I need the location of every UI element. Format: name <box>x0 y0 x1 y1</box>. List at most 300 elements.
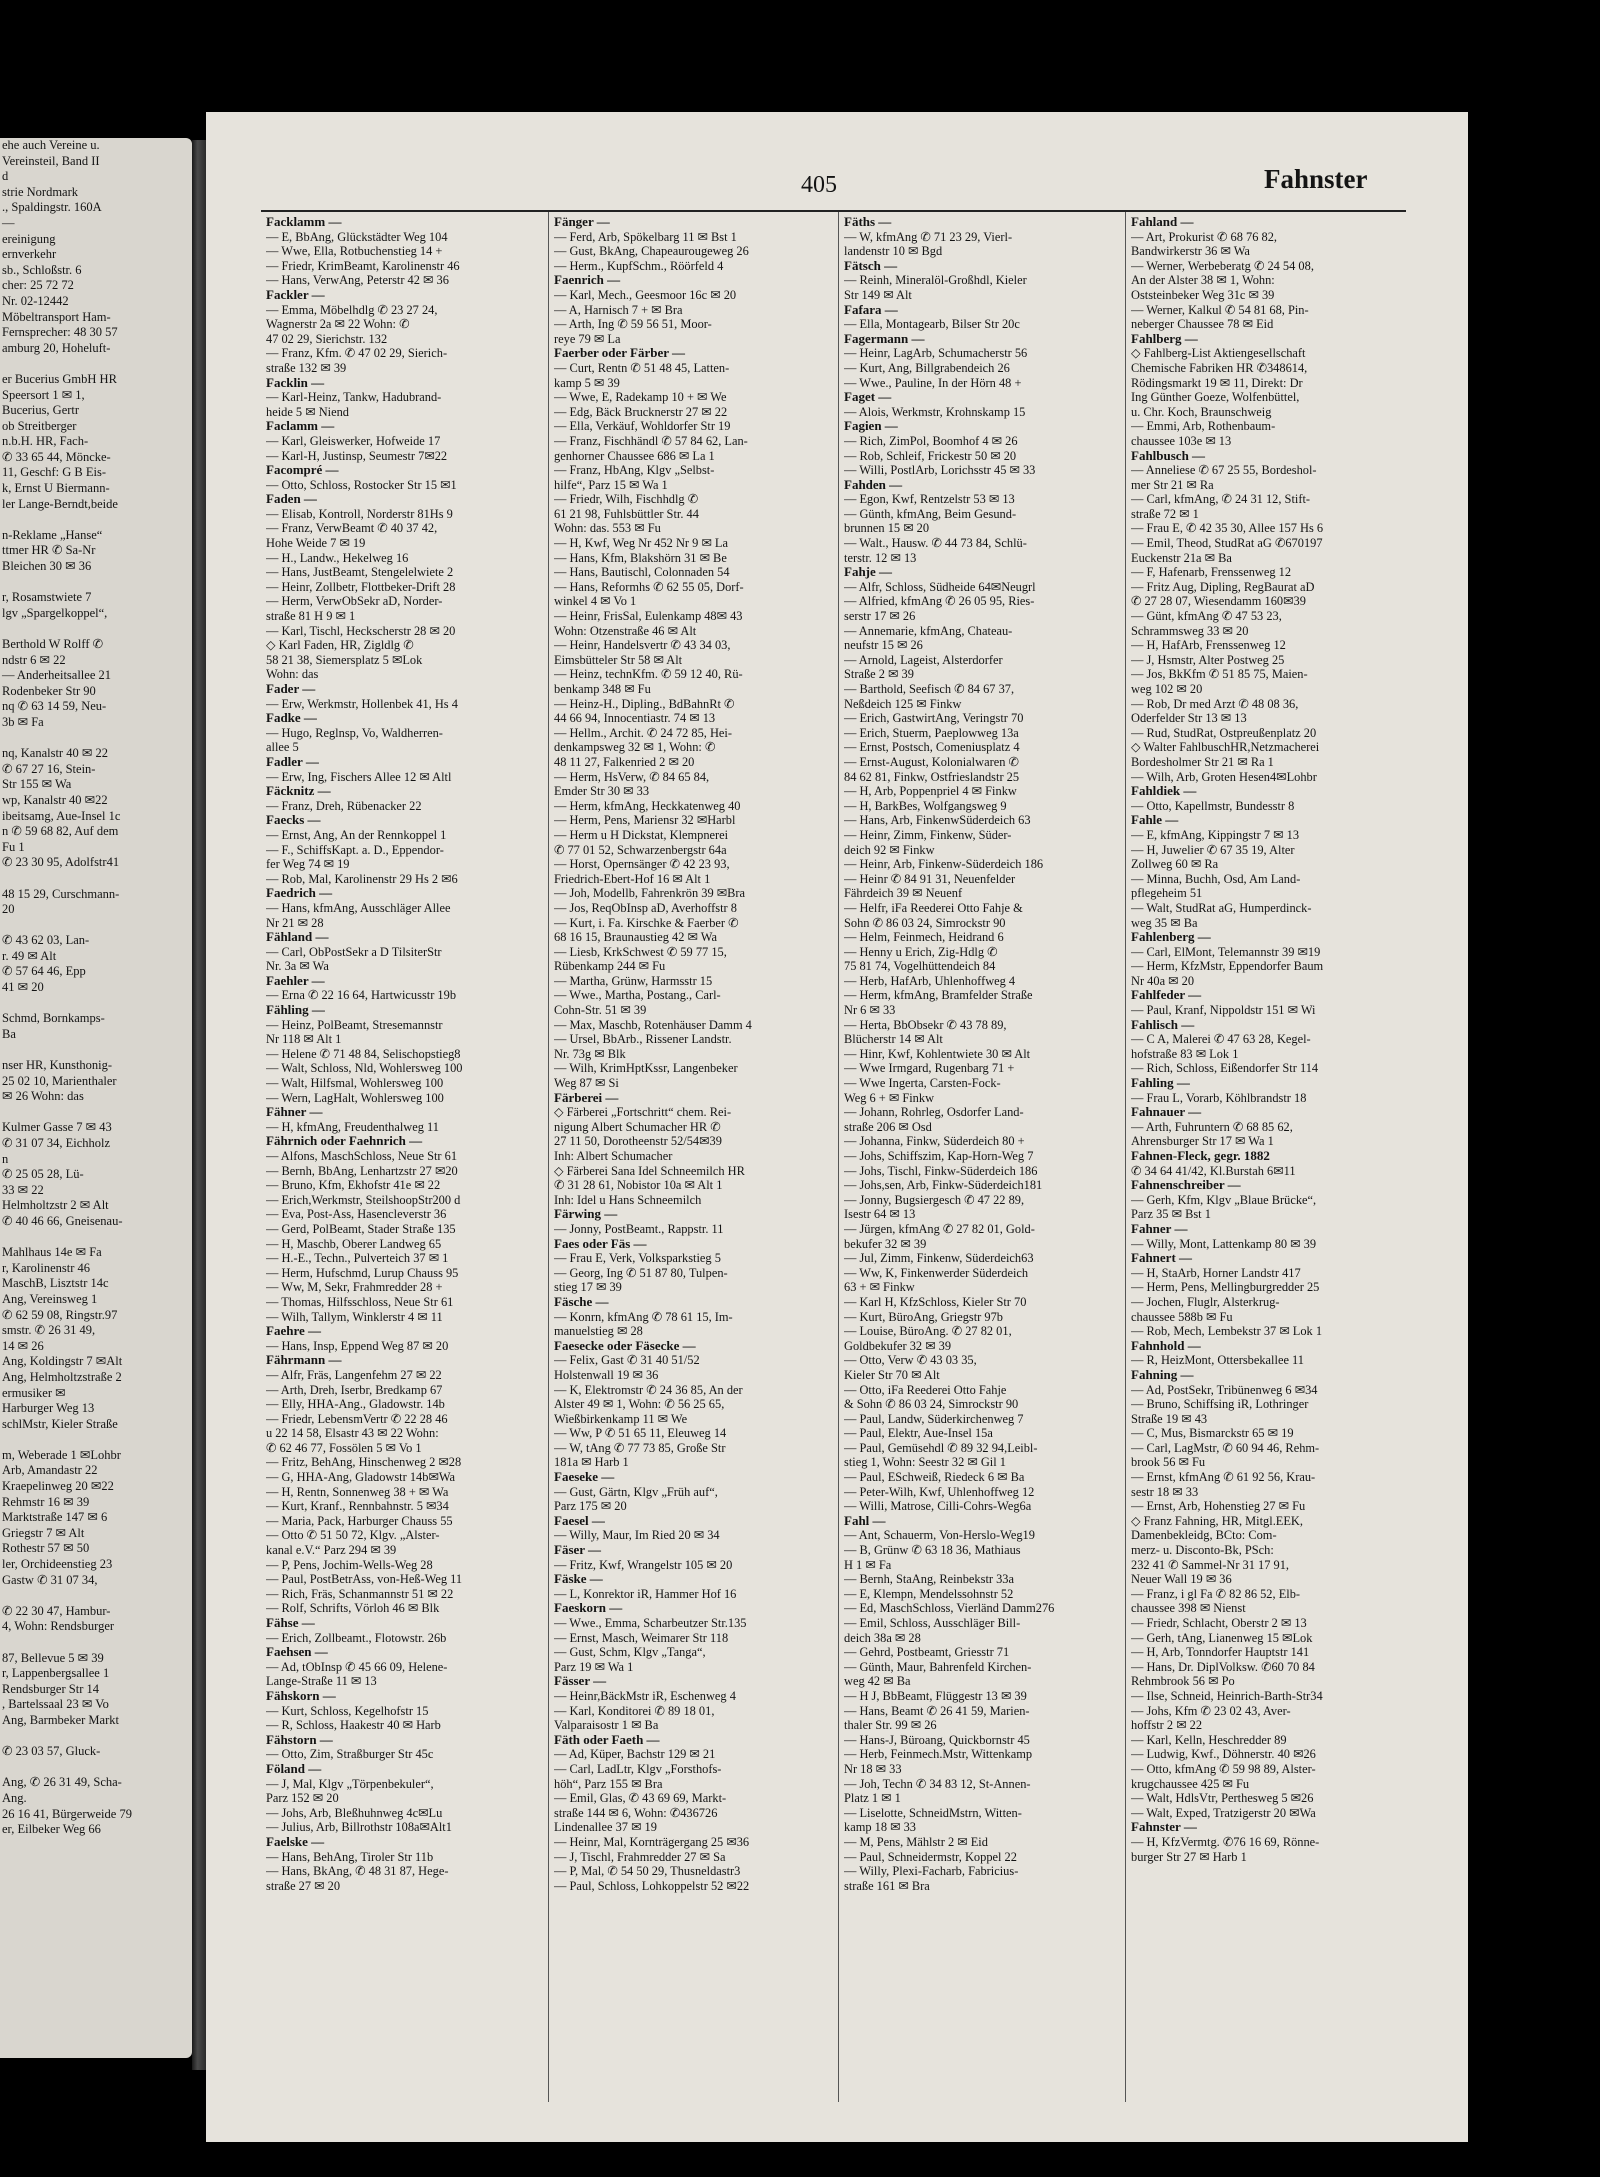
directory-entry-line: Rehmbrook 56 ✉ Po <box>1131 1674 1235 1689</box>
left-page-line: ✆ 67 27 16, Stein- <box>2 761 96 776</box>
directory-entry-line: kanal e.V.“ Parz 294 ✉ 39 <box>266 1543 397 1558</box>
directory-entry-line: Fäske — <box>554 1571 603 1587</box>
directory-entry-line: — J, Hsmstr, Alter Postweg 25 <box>1131 652 1285 667</box>
directory-entry-line: — Hans, BehAng, Tiroler Str 11b <box>266 1849 434 1864</box>
directory-entry-line: — P, Mal, ✆ 54 50 29, Thusneldastr3 <box>554 1864 741 1879</box>
directory-entry-line: 47 02 29, Sierichstr. 132 <box>266 331 388 346</box>
left-page-line: nq ✆ 63 14 59, Neu- <box>2 699 107 714</box>
directory-entry-line: Fahnert — <box>1131 1250 1193 1266</box>
directory-entry-line: Fahden — <box>844 476 903 492</box>
directory-entry-line: Nr. 73g ✉ Blk <box>554 1046 626 1061</box>
directory-entry-line: — J, Tischl, Frahmredder 27 ✉ Sa <box>554 1849 726 1864</box>
directory-entry-line: — Rob, Dr med Arzt ✆ 48 08 36, <box>1131 696 1299 711</box>
directory-entry-line: Fäths — <box>844 215 892 229</box>
page-heading: Fahnster <box>1264 164 1368 194</box>
left-page-line: Arb, Amandastr 22 <box>2 1463 98 1478</box>
directory-entry-line: Fahlisch — <box>1131 1016 1195 1032</box>
directory-entry-line: brunnen 15 ✉ 20 <box>844 521 930 536</box>
directory-entry-line: — Paul, PostBetrAss, von-Heß-Weg 11 <box>266 1572 463 1587</box>
directory-page <box>206 112 1468 2142</box>
directory-entry-line: — Herm, VerwObSekr aD, Norder- <box>266 594 443 609</box>
directory-entry-line: — Erna ✆ 22 16 64, Hartwicusstr 19b <box>266 988 457 1003</box>
left-page-line: cher: 25 72 72 <box>2 278 74 293</box>
directory-entry-line: Bordesholmer Str 21 ✉ Ra 1 <box>1131 754 1274 769</box>
directory-entry-line: Fänger — <box>554 215 610 229</box>
left-page-line: 87, Bellevue 5 ✉ 39 <box>2 1650 104 1665</box>
directory-entry-line: — Wwe., Martha, Postang., Carl- <box>554 988 721 1003</box>
directory-entry-line: Fahling — <box>1131 1075 1190 1091</box>
directory-entry-line: — Carl, ObPostSekr a D TilsiterStr <box>266 944 442 959</box>
directory-entry-line: — Anneliese ✆ 67 25 55, Bordeshol- <box>1131 463 1317 478</box>
left-page-line: ernverkehr <box>2 247 57 262</box>
directory-entry-line: Kieler Str 70 ✉ Alt <box>844 1367 940 1382</box>
left-page-line: Harburger Weg 13 <box>2 1401 95 1416</box>
directory-entry-line: — Georg, Ing ✆ 51 87 80, Tulpen- <box>554 1265 728 1280</box>
directory-entry-line: Fähskorn — <box>266 1687 336 1703</box>
left-page-line: Kraepelinweg 20 ✉22 <box>2 1479 114 1494</box>
left-page-line: r, Rosamstwiete 7 <box>2 590 92 605</box>
directory-entry-line: Nr 18 ✉ 33 <box>844 1761 902 1776</box>
left-page-line: Marktstraße 147 ✉ 6 <box>2 1510 108 1525</box>
directory-entry-line: Faerber oder Färber — <box>554 345 686 361</box>
directory-entry-line: — Carl, ElMont, Telemannstr 39 ✉19 <box>1131 944 1321 959</box>
directory-entry-line: — Kurt, BüroAng, Griegstr 97b <box>844 1309 1003 1324</box>
left-page-line: 33 ✉ 22 <box>2 1182 44 1197</box>
directory-entry-line: Fäser — <box>554 1542 602 1558</box>
directory-entry-line: Faclamm — <box>266 418 335 434</box>
left-page-line: Kulmer Gasse 7 ✉ 43 <box>2 1120 112 1135</box>
directory-entry-line: — Johann, Rohrleg, Osdorfer Land- <box>844 1105 1024 1120</box>
directory-entry-line: chaussee 398 ✉ Nienst <box>1131 1601 1246 1616</box>
directory-entry-line: — H.-E., Techn., Pulverteich 37 ✉ 1 <box>266 1251 449 1266</box>
directory-entry-line: straße 72 ✉ 1 <box>1131 506 1199 521</box>
directory-entry-line: ◇ Walter FahlbuschHR,Netzmacherei <box>1131 740 1320 755</box>
left-page-line: nser HR, Kunsthonig- <box>2 1058 113 1073</box>
left-page-line: strie Nordmark <box>2 184 79 199</box>
directory-entry-line: Euckenstr 21a ✉ Ba <box>1131 550 1232 565</box>
directory-entry-line: Facklamm — <box>266 215 342 229</box>
left-page-line: Ang, Helmholtzstraße 2 <box>2 1369 122 1384</box>
left-page-line: Möbeltransport Ham- <box>2 309 111 324</box>
directory-entry-line: Zollweg 60 ✉ Ra <box>1131 857 1219 872</box>
directory-entry-line: Parz 152 ✉ 20 <box>266 1791 339 1806</box>
directory-entry-line: — Heinr, LagArb, Schumacherstr 56 <box>844 346 1028 361</box>
directory-entry-line: Wagnerstr 2a ✉ 22 Wohn: ✆ <box>266 317 410 332</box>
directory-entry-line: Nr 6 ✉ 33 <box>844 1003 896 1018</box>
directory-entry-line: Neßdeich 125 ✉ Finkw <box>844 696 962 711</box>
left-page-line: ., Spaldingstr. 160A <box>2 200 102 215</box>
page-number: 405 <box>801 172 837 198</box>
directory-entry-line: — Wwe, E, Radekamp 10 + ✉ We <box>554 390 727 405</box>
directory-entry-line: straße 144 ✉ 6, Wohn: ✆436726 <box>554 1805 718 1820</box>
directory-entry-line: — Heinz-H., Dipling., BdBahnRt ✆ <box>554 696 735 711</box>
directory-entry-line: ◇ Färberei Sana Idel Schneemilch HR <box>554 1163 745 1178</box>
left-page-line: Ang, Koldingstr 7 ✉Alt <box>2 1354 123 1369</box>
left-page-line: ttmer HR ✆ Sa-Nr <box>2 543 96 558</box>
left-page-line: Fernsprecher: 48 30 57 <box>2 325 118 340</box>
directory-entry-line: — H, Arb, Tonndorfer Hauptstr 141 <box>1131 1645 1310 1660</box>
left-page-line: 20 <box>2 902 15 917</box>
directory-entry-line: Wießbirkenkamp 11 ✉ We <box>554 1411 688 1426</box>
directory-entry-line: — Herb, HafArb, Uhlenhoffweg 4 <box>844 973 1016 988</box>
directory-entry-line: — Erw, Werkmstr, Hollenbek 41, Hs 4 <box>266 696 458 711</box>
directory-entry-line: — Otto, Zim, Straßburger Str 45c <box>266 1747 434 1762</box>
directory-entry-line: — Julius, Arb, Billrothstr 108a✉Alt1 <box>266 1820 452 1835</box>
directory-entry-line: — C, Mus, Bismarckstr 65 ✉ 19 <box>1131 1426 1294 1441</box>
directory-entry-line: — Ludwig, Kwf., Döhnerstr. 40 ✉26 <box>1131 1747 1316 1762</box>
directory-entry-line: — Edg, Bäck Brucknerstr 27 ✉ 22 <box>554 404 728 419</box>
directory-entry-line: — Otto, kfmAng ✆ 59 98 89, Alster- <box>1131 1761 1316 1776</box>
directory-entry-line: — Ant, Schauerm, Von-Herslo-Weg19 <box>844 1528 1035 1543</box>
directory-entry-line: — Gust, BkAng, Chapeaurougeweg 26 <box>554 244 749 259</box>
directory-entry-line: Damenbekleidg, BCto: Com- <box>1131 1528 1277 1543</box>
left-page-line: Rodenbeker Str 90 <box>2 683 96 698</box>
directory-entry-line: — Barthold, Seefisch ✆ 84 67 37, <box>844 682 1015 696</box>
directory-entry-line: — Erich, Zollbeamt., Flotowstr. 26b <box>266 1630 447 1645</box>
directory-entry-line: — Rich, Schloss, Eißendorfer Str 114 <box>1131 1061 1319 1076</box>
directory-entry-line: — Hellm., Archit. ✆ 24 72 85, Hei- <box>554 725 732 740</box>
left-page-line: Nr. 02-12442 <box>2 293 69 308</box>
book-gutter <box>192 140 206 2070</box>
left-page-line: ✆ 43 62 03, Lan- <box>2 933 90 948</box>
directory-entry-line: — Ernst, kfmAng ✆ 61 92 56, Krau- <box>1131 1470 1316 1485</box>
directory-entry-line: — Erich, GastwirtAng, Veringstr 70 <box>844 711 1024 726</box>
directory-entry-line: — Helfr, iFa Reederei Otto Fahje & <box>844 900 1023 915</box>
directory-entry-line: — Willy, Mont, Lattenkamp 80 ✉ 39 <box>1131 1236 1317 1251</box>
directory-entry-line: — Ww, P ✆ 51 65 11, Eleuweg 14 <box>554 1426 727 1441</box>
directory-entry-line: — Ww, M, Sekr, Frahmredder 28 + <box>266 1280 443 1295</box>
left-page-line: wp, Kanalstr 40 ✉22 <box>2 792 108 807</box>
directory-entry-line: — Willy, Plexi-Facharb, Fabricius- <box>844 1864 1019 1879</box>
directory-entry-line: — Johanna, Finkw, Süderdeich 80 + <box>844 1134 1025 1149</box>
left-page-line: ermusiker ✉ <box>2 1385 66 1400</box>
left-page-line: sb., Schloßstr. 6 <box>2 262 82 277</box>
directory-entry-line: — H, HafArb, Frenssenweg 12 <box>1131 638 1286 653</box>
directory-entry-line: — Friedr, LebensmVertr ✆ 22 28 46 <box>266 1411 448 1426</box>
directory-entry-line: — Willi, Matrose, Cilli-Cohrs-Weg6a <box>844 1499 1032 1514</box>
directory-entry-line: Oderfelder Str 13 ✉ 13 <box>1131 711 1247 726</box>
left-page-line: Berthold W Rolff ✆ <box>2 637 104 651</box>
directory-entry-line: — Gerh, Kfm, Klgv „Blaue Brücke“, <box>1131 1192 1317 1207</box>
left-page-line: Ang, ✆ 26 31 49, Scha- <box>2 1775 122 1790</box>
directory-entry-line: krugchaussee 425 ✉ Fu <box>1131 1776 1250 1791</box>
directory-entry-line: H 1 ✉ Fa <box>844 1557 892 1572</box>
directory-entry-line: u 22 14 58, Elsastr 43 ✉ 22 Wohn: <box>266 1426 439 1441</box>
directory-entry-line: — Alfr, Schloss, Südheide 64✉Neugrl <box>844 579 1036 594</box>
directory-entry-line: — E, BbAng, Glückstädter Weg 104 <box>266 229 448 244</box>
column-divider <box>548 212 549 2102</box>
directory-entry-line: — Elisab, Kontroll, Norderstr 81Hs 9 <box>266 506 453 521</box>
directory-entry-line: — Fritz Aug, Dipling, RegBaurat aD <box>1131 579 1315 594</box>
left-page-line: ✆ 31 07 34, Eichholz <box>2 1136 111 1150</box>
directory-entry-line: Faehsen — <box>266 1644 328 1660</box>
directory-entry-line: neberger Chaussee 78 ✉ Eid <box>1131 317 1274 332</box>
directory-entry-line: Nr 40a ✉ 20 <box>1131 973 1195 988</box>
directory-entry-line: — R, HeizMont, Ottersbekallee 11 <box>1131 1353 1304 1368</box>
directory-entry-line: hilfe“, Parz 15 ✉ Wa 1 <box>554 477 668 492</box>
directory-entry-line: — R, Schloss, Haakestr 40 ✉ Harb <box>266 1718 441 1733</box>
directory-entry-line: — H, Kwf, Weg Nr 452 Nr 9 ✉ La <box>554 536 728 551</box>
directory-entry-line: höh“, Parz 155 ✉ Bra <box>554 1776 663 1791</box>
left-page-line: 48 15 29, Curschmann- <box>2 886 120 901</box>
directory-entry-line: — Liesb, KrkSchwest ✆ 59 77 15, <box>554 944 727 959</box>
directory-entry-line: Fährdeich 39 ✉ Neuenf <box>844 886 963 901</box>
directory-entry-line: Fahlfeder — <box>1131 987 1202 1003</box>
directory-entry-line: — H, Rentn, Sonnenweg 38 + ✉ Wa <box>266 1484 449 1499</box>
directory-entry-line: — Gehrd, Postbeamt, Griesstr 71 <box>844 1645 1010 1660</box>
directory-entry-line: — Emma, Möbelhdlg ✆ 23 27 24, <box>266 302 438 317</box>
left-page-line: Speersort 1 ✉ 1, <box>2 387 85 402</box>
directory-entry-line: — Willi, PostlArb, Lorichsstr 45 ✉ 33 <box>844 463 1036 478</box>
directory-entry-line: — Ernst, Postsch, Comeniusplatz 4 <box>844 740 1020 755</box>
left-page-line <box>0 1105 192 1121</box>
directory-entry-line: Ing Günther Goeze, Wolfenbüttel, <box>1131 390 1300 405</box>
directory-entry-line: — Johs, Tischl, Finkw-Süderdeich 186 <box>844 1163 1038 1178</box>
directory-entry-line: Parz 35 ✉ Bst 1 <box>1131 1207 1211 1222</box>
directory-entry-line: Faesel — <box>554 1512 605 1528</box>
directory-entry-line: — Ed, MaschSchloss, Vierländ Damm276 <box>844 1601 1055 1616</box>
left-page-line: 25 02 10, Marienthaler <box>2 1073 117 1088</box>
directory-entry-line: Fähstorn — <box>266 1731 333 1747</box>
directory-entry-line: ◇ Fahlberg-List Aktiengesellschaft <box>1131 346 1306 361</box>
left-page-line: amburg 20, Hoheluft- <box>2 340 111 355</box>
directory-entry-line: Lindenallee 37 ✉ 19 <box>554 1820 657 1835</box>
directory-entry-line: — Bruno, Schiffsing iR, Lothringer <box>1131 1397 1309 1412</box>
directory-entry-line: Nr 21 ✉ 28 <box>266 915 324 930</box>
directory-entry-line: manuelstieg ✉ 28 <box>554 1324 643 1339</box>
directory-entry-line: Facklin — <box>266 374 325 390</box>
left-page-line: n <box>2 1151 9 1166</box>
directory-entry-line: — Reinh, Mineralöl-Großhdl, Kieler <box>844 273 1027 288</box>
directory-entry-line: Faelske — <box>266 1833 325 1849</box>
directory-entry-line: thaler Str. 99 ✉ 26 <box>844 1718 937 1733</box>
directory-entry-line: — Maria, Pack, Harburger Chauss 55 <box>266 1513 453 1528</box>
directory-entry-line: Valparaisostr 1 ✉ Ba <box>554 1718 659 1733</box>
directory-entry-line: Wohn: das. 553 ✉ Fu <box>554 521 661 536</box>
directory-entry-line: — Thomas, Hilfsschloss, Neue Str 61 <box>266 1294 454 1309</box>
left-page-line <box>0 621 192 637</box>
directory-entry-line: — Paul, Gemüsehdl ✆ 89 32 94,Leibl- <box>844 1440 1038 1455</box>
directory-entry-line: — Karl, Gleiswerker, Hofweide 17 <box>266 433 441 448</box>
directory-entry-line: deich 38a ✉ 28 <box>844 1630 921 1645</box>
left-page-line: k, Ernst U Biermann- <box>2 481 110 496</box>
directory-entry-line: Sohn ✆ 86 03 24, Simrockstr 90 <box>844 915 1006 930</box>
directory-entry-line: — Franz, Dreh, Rübenacker 22 <box>266 798 422 813</box>
directory-entry-line: Fagien — <box>844 418 898 434</box>
left-page-fragment <box>0 138 192 2058</box>
directory-entry-line: — Helene ✆ 71 48 84, Selischopstieg8 <box>266 1046 461 1061</box>
directory-entry-line: — Ww, K, Finkenwerder Süderdeich <box>844 1265 1029 1280</box>
left-page-line: ler, Orchideenstieg 23 <box>2 1557 113 1572</box>
directory-entry-line: Fahldiek — <box>1131 783 1197 799</box>
directory-entry-line: merz- u. Disconto-Bk, PSch: <box>1131 1543 1274 1558</box>
directory-entry-line: 181a ✉ Harb 1 <box>554 1455 629 1470</box>
left-page-line: ✆ 23 03 57, Gluck- <box>2 1744 101 1759</box>
directory-entry-line: — Jürgen, kfmAng ✆ 27 82 01, Gold- <box>844 1221 1035 1236</box>
directory-entry-line: Fähland — <box>266 929 329 945</box>
directory-entry-line: — Emil, Glas, ✆ 43 69 69, Markt- <box>554 1791 727 1806</box>
directory-entry-line: — G, HHA-Ang, Gladowstr 14b✉Wa <box>266 1470 456 1485</box>
directory-entry-line: ◇ Färberei „Fortschritt“ chem. Rei- <box>554 1105 732 1120</box>
directory-entry-line: — Wwe, Ella, Rotbuchenstieg 14 + <box>266 244 443 259</box>
directory-entry-line: — Minna, Buchh, Osd, Am Land- <box>1131 871 1301 886</box>
directory-entry-line: Wohn: das <box>266 667 319 682</box>
left-page-line: 14 ✉ 26 <box>2 1338 44 1353</box>
directory-entry-line: — Bernh, StaAng, Reinbekstr 33a <box>844 1572 1015 1587</box>
directory-entry-line: — Walt, Hilfsmal, Wohlersweg 100 <box>266 1076 444 1091</box>
directory-entry-line: — Helm, Feinmech, Heidrand 6 <box>844 930 1004 945</box>
directory-entry-line: — H J, BbBeamt, Flüggestr 13 ✉ 39 <box>844 1688 1027 1703</box>
directory-entry-line: — Ernst, Masch, Weimarer Str 118 <box>554 1630 729 1645</box>
directory-entry-line: Faeseke — <box>554 1469 615 1485</box>
directory-entry-line: — Johs,sen, Arb, Finkw-Süderdeich181 <box>844 1178 1043 1193</box>
directory-entry-line: brook 56 ✉ Fu <box>1131 1455 1206 1470</box>
directory-entry-line: burger Str 27 ✉ Harb 1 <box>1131 1849 1247 1864</box>
directory-entry-line: hoffstr 2 ✉ 22 <box>1131 1718 1203 1733</box>
directory-entry-line: heide 5 ✉ Niend <box>266 404 349 419</box>
directory-entry-line: — H, KfzVermtg. ✆76 16 69, Rönne- <box>1131 1834 1320 1849</box>
directory-entry-line: — Fritz, BehAng, Hinschenweg 2 ✉28 <box>266 1455 462 1470</box>
left-page-line: Ang. <box>2 1790 27 1805</box>
left-page-line <box>0 1230 192 1246</box>
left-page-line: ler Lange-Berndt,beide <box>2 496 118 511</box>
directory-entry-line: — Frau E, Verk, Volksparkstieg 5 <box>554 1251 721 1266</box>
directory-entry-line: — Günt, kfmAng ✆ 47 53 23, <box>1131 609 1282 624</box>
left-page-line: smstr. ✆ 26 31 49, <box>2 1323 96 1338</box>
directory-entry-line: — Wilh, KrimHptKssr, Langenbeker <box>554 1061 738 1076</box>
directory-entry-line: — Horst, Opernsänger ✆ 42 23 93, <box>554 857 730 872</box>
directory-entry-line: Straße 2 ✉ 39 <box>844 667 914 682</box>
directory-entry-line: — Ella, Montagearb, Bilser Str 20c <box>844 317 1020 332</box>
directory-entry-line: Fagermann — <box>844 330 925 346</box>
directory-entry-line: — Hans, Kfm, Blakshörn 31 ✉ Be <box>554 550 727 565</box>
left-page-line: ✆ 33 65 44, Möncke- <box>2 449 111 464</box>
directory-entry-line: — Karl, Konditorei ✆ 89 18 01, <box>554 1703 715 1718</box>
directory-entry-line: — Walt, Exped, Tratzigerstr 20 ✉Wa <box>1131 1805 1316 1820</box>
left-page-line: , Bartelssaal 23 ✉ Vo <box>2 1697 109 1712</box>
directory-entry-line: Fätsch — <box>844 257 898 273</box>
directory-entry-line: Inh: Albert Schumacher <box>554 1149 673 1163</box>
directory-entry-line: — Bernh, BbAng, Lenhartzstr 27 ✉20 <box>266 1163 458 1178</box>
directory-entry-line: Isestr 64 ✉ 13 <box>844 1207 916 1222</box>
directory-entry-line: Blücherstr 14 ✉ Alt <box>844 1032 943 1047</box>
directory-entry-line: — Carl, LagMstr, ✆ 60 94 46, Rehm- <box>1131 1440 1320 1455</box>
directory-entry-line: weg 102 ✉ 20 <box>1131 682 1203 696</box>
left-page-line: er, Eilbeker Weg 66 <box>2 1822 101 1837</box>
directory-entry-line: — Willy, Maur, Im Ried 20 ✉ 34 <box>554 1528 720 1543</box>
directory-entry-line: Faehler — <box>266 972 325 988</box>
directory-entry-line: — Erich, Stuerm, Paeplowweg 13a <box>844 725 1019 740</box>
directory-entry-line: Faesecke oder Fäsecke — <box>554 1337 696 1353</box>
directory-entry-line: weg 35 ✉ Ba <box>1131 915 1198 930</box>
directory-entry-line: — Hans, Insp, Eppend Weg 87 ✉ 20 <box>266 1338 449 1353</box>
directory-entry-line: ✆ 31 28 61, Nobistor 10a ✉ Alt 1 <box>554 1178 723 1193</box>
directory-entry-line: — Friedr, KrimBeamt, Karolinenstr 46 <box>266 258 460 273</box>
directory-entry-line: — Hans, Dr. DiplVolksw. ✆60 70 84 <box>1131 1659 1315 1674</box>
left-page-line: Griegstr 7 ✉ Alt <box>2 1525 85 1540</box>
directory-entry-line: u. Chr. Koch, Braunschweig <box>1131 404 1272 419</box>
directory-entry-line: straße 27 ✉ 20 <box>266 1878 341 1893</box>
directory-entry-line: Fahlberg — <box>1131 330 1198 346</box>
directory-entry-line: ◇ Franz Fahning, HR, Mitgl.EEK, <box>1131 1513 1303 1528</box>
directory-entry-line: Färwing — <box>554 1206 618 1222</box>
directory-entry-line: — Ernst-August, Kolonialwaren ✆ <box>844 754 1019 769</box>
directory-column-2 <box>554 215 819 2105</box>
directory-entry-line: — F, Hafenarb, Frenssenweg 12 <box>1131 565 1292 580</box>
directory-entry-line: — Günth, kfmAng, Beim Gesund- <box>844 506 1017 521</box>
directory-entry-line: Weg 6 + ✉ Finkw <box>844 1090 935 1105</box>
directory-entry-line: — Walt, Schloss, Nld, Wohlersweg 100 <box>266 1061 463 1076</box>
directory-entry-line: — Ad, tObInsp ✆ 45 66 09, Helene- <box>266 1659 448 1674</box>
directory-entry-line: — Henny u Erich, Zig-Hdlg ✆ <box>844 944 998 959</box>
directory-entry-line: — Wilh, Tallym, Winklerstr 4 ✉ 11 <box>266 1309 443 1324</box>
directory-entry-line: — Arth, Ing ✆ 59 56 51, Moor- <box>554 317 712 332</box>
directory-entry-line: Holstenwall 19 ✉ 36 <box>554 1367 659 1382</box>
directory-entry-line: — H, BarkBes, Wolfgangsweg 9 <box>844 798 1007 813</box>
directory-entry-line: — Herta, BbObsekr ✆ 43 78 89, <box>844 1017 1007 1032</box>
directory-entry-line: — Karl, Kelln, Heschredder 89 <box>1131 1732 1287 1747</box>
directory-column-3 <box>844 215 1109 2105</box>
directory-entry-line: — Gust, Gärtn, Klgv „Früh auf“, <box>554 1484 718 1499</box>
directory-entry-line: — Liselotte, SchneidMstrn, Witten- <box>844 1805 1022 1820</box>
directory-entry-line: — Ferd, Arb, Spökelbarg 11 ✉ Bst 1 <box>554 229 737 244</box>
left-page-line: ndstr 6 ✉ 22 <box>2 652 66 667</box>
directory-entry-line: An der Alster 38 ✉ 1, Wohn: <box>1131 273 1275 288</box>
directory-entry-line: — Heinz, technKfm. ✆ 59 12 40, Rü- <box>554 667 743 682</box>
directory-entry-line: Bandwirkerstr 36 ✉ Wa <box>1131 244 1250 259</box>
directory-entry-line: — Jos, BkKfm ✆ 51 85 75, Maien- <box>1131 667 1308 682</box>
directory-entry-line: — Karl-H, Justinsp, Seumestr 7✉22 <box>266 448 448 463</box>
directory-entry-line: — Franz, HbAng, Klgv „Selbst- <box>554 463 715 478</box>
directory-entry-line: — Egon, Kwf, Rentzelstr 53 ✉ 13 <box>844 492 1015 507</box>
left-page-line: Bucerius, Gertr <box>2 403 80 418</box>
directory-entry-line: — Hugo, Reglnsp, Vo, Waldherren- <box>266 725 443 740</box>
directory-entry-line: — Heinr, Arb, Finkenw-Süderdeich 186 <box>844 857 1044 872</box>
directory-entry-line: — H, Arb, Poppenpriel 4 ✉ Finkw <box>844 784 1017 799</box>
directory-entry-line: — H., Landw., Hekelweg 16 <box>266 550 409 565</box>
directory-entry-line: 44 66 94, Innocentiastr. 74 ✉ 13 <box>554 711 716 726</box>
directory-entry-line: Fahlenberg — <box>1131 929 1211 945</box>
directory-entry-line: — Carl, kfmAng, ✆ 24 31 12, Stift- <box>1131 492 1311 507</box>
directory-entry-line: Goldbekufer 32 ✉ 39 <box>844 1338 952 1353</box>
directory-entry-line: — Franz, Fischhändl ✆ 57 84 62, Lan- <box>554 433 748 448</box>
left-page-line: ✆ 22 30 47, Hambur- <box>2 1603 111 1618</box>
directory-entry-line: Fahle — <box>1131 812 1179 828</box>
directory-entry-line: Faeskorn — <box>554 1600 623 1616</box>
directory-entry-line: — Peter-Wilh, Kwf, Uhlenhoffweg 12 <box>844 1484 1035 1499</box>
left-page-line: r, Lappenbergsallee 1 <box>2 1666 110 1681</box>
directory-entry-line: — Wwe Ingerta, Carsten-Fock- <box>844 1076 1001 1091</box>
left-page-line <box>0 1432 192 1448</box>
directory-entry-line: — Karl, Mech., Geesmoor 16c ✉ 20 <box>554 287 737 302</box>
directory-entry-line: straße 206 ✉ Osd <box>844 1119 932 1134</box>
directory-entry-line: — H, Maschb, Oberer Landweg 65 <box>266 1236 442 1251</box>
left-page-line <box>0 871 192 887</box>
directory-entry-line: — Ursel, BbArb., Rissener Landstr. <box>554 1032 732 1047</box>
directory-entry-line: — Herm u H Dickstat, Klempnerei <box>554 827 729 842</box>
directory-entry-line: Wohn: Otzenstraße 46 ✉ Alt <box>554 623 697 638</box>
directory-entry-line: ✆ 77 01 52, Schwarzenbergstr 64a <box>554 842 727 857</box>
directory-entry-line: Fäth oder Faeth — <box>554 1731 660 1747</box>
directory-entry-line: — P, Pens, Jochim-Wells-Weg 28 <box>266 1557 433 1572</box>
directory-entry-line: kamp 5 ✉ 39 <box>554 375 620 390</box>
directory-entry-line: Fahnen-Fleck, gegr. 1882 <box>1131 1148 1270 1163</box>
left-page-line <box>0 996 192 1012</box>
directory-entry-line: — E, Klempn, Mendelssohnstr 52 <box>844 1586 1014 1601</box>
directory-entry-line: — Erw, Ing, Fischers Allee 12 ✉ Altl <box>266 769 452 784</box>
left-page-line: ✆ 57 64 46, Epp <box>2 964 86 979</box>
directory-entry-line: Nr. 3a ✉ Wa <box>266 959 329 974</box>
